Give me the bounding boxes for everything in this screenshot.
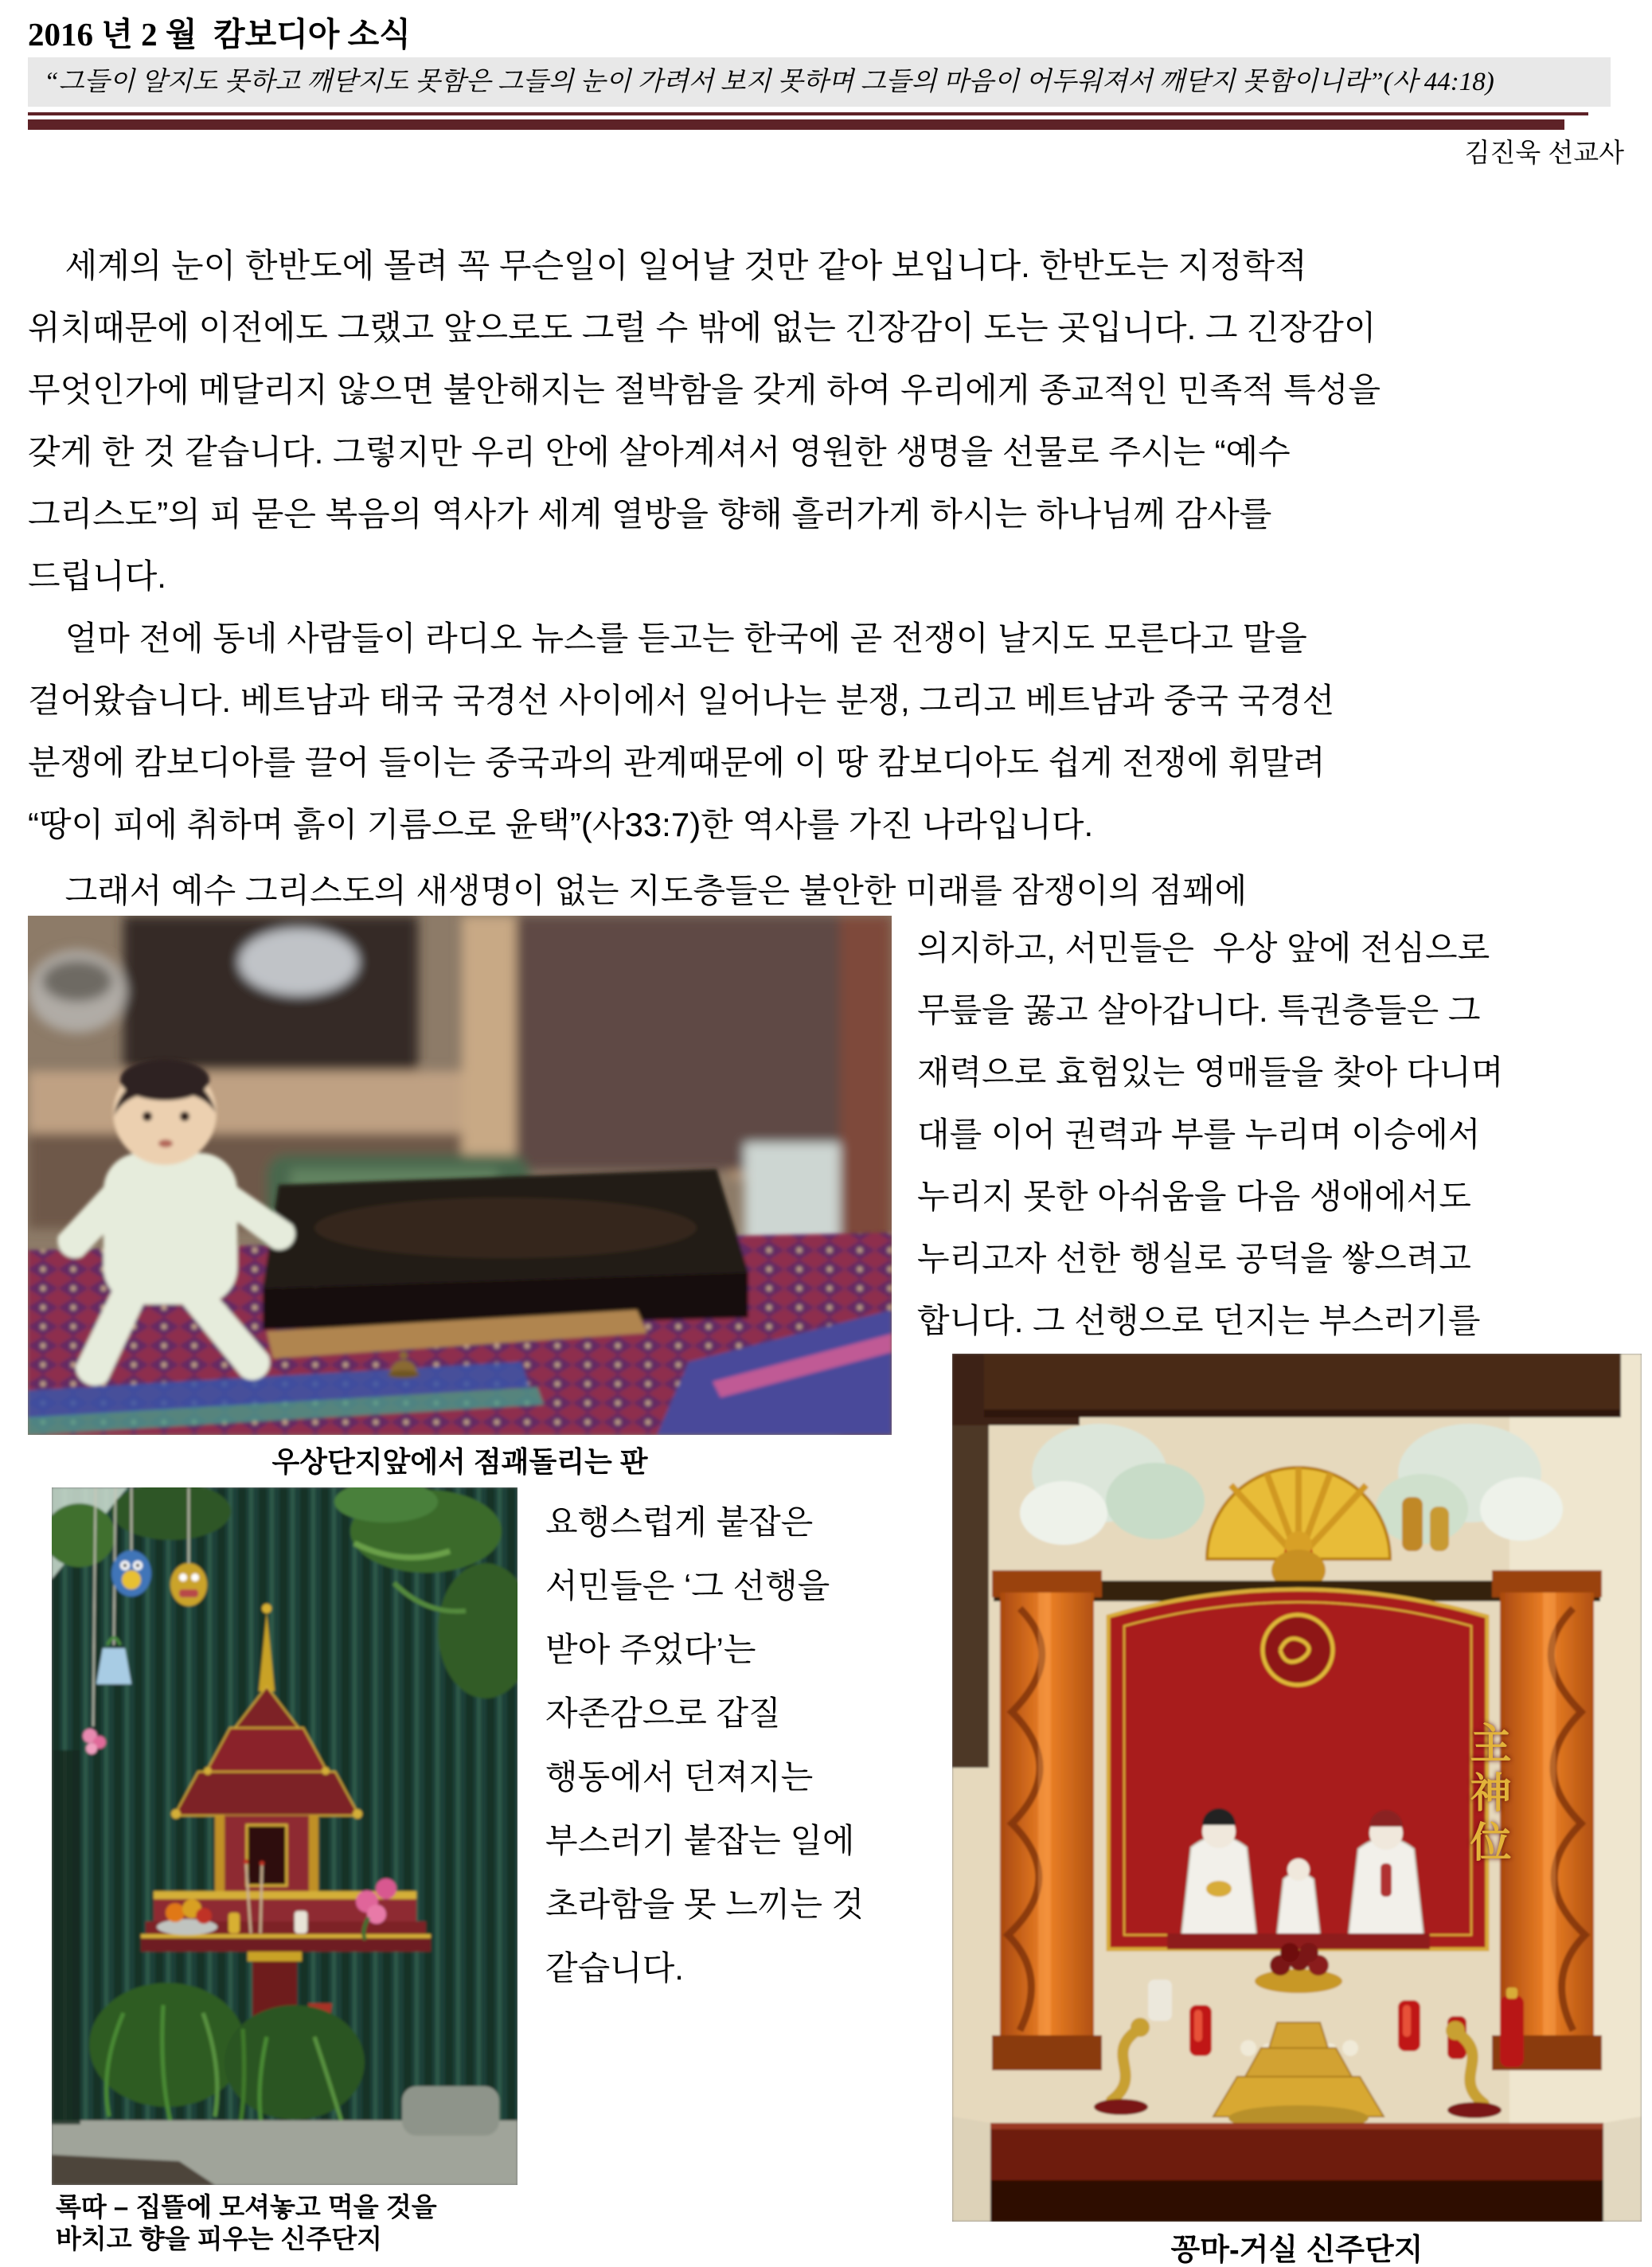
text-line: 걸어왔습니다. 베트남과 태국 국경선 사이에서 일어나는 분쟁, 그리고 베트남과 중국 국경선 (28, 682, 1335, 719)
text-line: 그리스도”의 피 묻은 복음의 역사가 세계 열방을 향해 흘러가게 하시는 하나님께 감사를 (28, 495, 1272, 533)
text-line: 같습니다. (545, 1949, 684, 1987)
spirit-house-caption (56, 2191, 549, 2255)
text-line: 의지하고, 서민들은 우상 앞에 전심으로 (917, 929, 1490, 967)
text-line: 행동에서 던져지는 (545, 1758, 814, 1796)
middle-text-column (545, 1491, 935, 2000)
text-line: 갖게 한 것 같습니다. 그렇지만 우리 안에 살아계셔서 영원한 생명을 선물로 주시는 “예수 (28, 433, 1291, 471)
text-line: 합니다. 그 선행으로 던지는 부스러기를 (917, 1302, 1481, 1339)
altar-photo (952, 1354, 1642, 2222)
divider-rule-thick (28, 119, 1564, 130)
canopy-top (984, 1354, 1621, 1416)
paragraph-3-text: 그래서 예수 그리스도의 새생명이 없는 지도층들은 불안한 미래를 잠쟁이의 점꽤에 (28, 872, 1248, 909)
wrap-text-column (917, 917, 1634, 1352)
text-line: 누리지 못한 아쉬움을 다음 생애에서도 (917, 1178, 1471, 1215)
text-line: 바치고 향을 피우는 신주단지 (56, 2224, 383, 2253)
text-line: 록따 – 집뜰에 모셔놓고 먹을 것을 (56, 2192, 437, 2222)
text-line: 받아 주었다’는 (545, 1631, 756, 1668)
altar-photo-caption: 꽁마-거실 신주단지 (1170, 2234, 1424, 2267)
cabinet-front (990, 2123, 1603, 2180)
paragraph-1 (28, 235, 1628, 608)
text-line: 부스러기 붙잡는 일에 (545, 1822, 855, 1859)
author-name: 김진욱 선교사 (1464, 138, 1624, 167)
text-line: 분쟁에 캄보디아를 끌어 들이는 중국과의 관계때문에 이 땅 캄보디아도 쉽게 전쟁에 휘말려 (28, 744, 1326, 781)
text-line: “땅이 피에 취하며 흙이 기름으로 윤택”(사33:7)한 역사를 가진 나라입니다. (28, 806, 1094, 843)
doll-on-mat-photo (28, 916, 892, 1435)
scripture-quote: “그들이 알지도 못하고 깨닫지도 못함은 그들의 눈이 가려서 보지 못하며 그들의 마음이 어두워져서 깨닫지 못함이니라”(사 44:18) (28, 57, 1611, 107)
paragraph-2 (28, 608, 1628, 856)
text-line: 자존감으로 갑질 (545, 1694, 781, 1732)
text-line: 초라함을 못 느끼는 것 (545, 1886, 865, 1923)
text-line: 드립니다. (28, 557, 166, 595)
text-line: 무릎을 꿇고 살아갑니다. 특권층들은 그 (917, 991, 1481, 1029)
divider-rule-thin (28, 112, 1588, 115)
spirit-house-photo (52, 1487, 517, 2185)
doll-photo-art (28, 916, 892, 1435)
text-line: 얼마 전에 동네 사람들이 라디오 뉴스를 듣고는 한국에 곧 전쟁이 날지도 모른다고 말을 (28, 620, 1307, 657)
altar-panel-characters: 主神位 (1463, 1722, 1509, 1870)
text-line: 대를 이어 권력과 부를 누리며 이승에서 (917, 1116, 1481, 1153)
text-line: 재력으로 효험있는 영매들을 찾아 다니며 (917, 1053, 1504, 1091)
spirit-house-art (52, 1487, 517, 2185)
paragraph-3-first-line (28, 860, 1628, 922)
altar-art (952, 1354, 1642, 2222)
text-line: 누리고자 선한 행실로 공덕을 쌓으려고 (917, 1240, 1471, 1277)
text-line: 요행스럽게 붙잡은 (545, 1503, 814, 1541)
text-line: 서민들은 ‘그 선행을 (545, 1567, 830, 1604)
carved-pillar-left (992, 1570, 1102, 2070)
doll-photo-caption: 우상단지앞에서 점괘돌리는 판 (271, 1445, 648, 1478)
page-title: 2016 년 2 월 캄보디아 소식 (28, 16, 411, 53)
text-line: 위치때문에 이전에도 그랬고 앞으로도 그럴 수 밖에 없는 긴장감이 도는 곳입니다. 그 긴장감이 (28, 309, 1377, 346)
text-line: 세계의 눈이 한반도에 몰려 꼭 무슨일이 일어날 것만 같아 보입니다. 한반도는 지정학적 (28, 247, 1307, 284)
text-line: 무엇인가에 메달리지 않으면 불안해지는 절박함을 갖게 하여 우리에게 종교적인 민족적 특성을 (28, 371, 1381, 408)
